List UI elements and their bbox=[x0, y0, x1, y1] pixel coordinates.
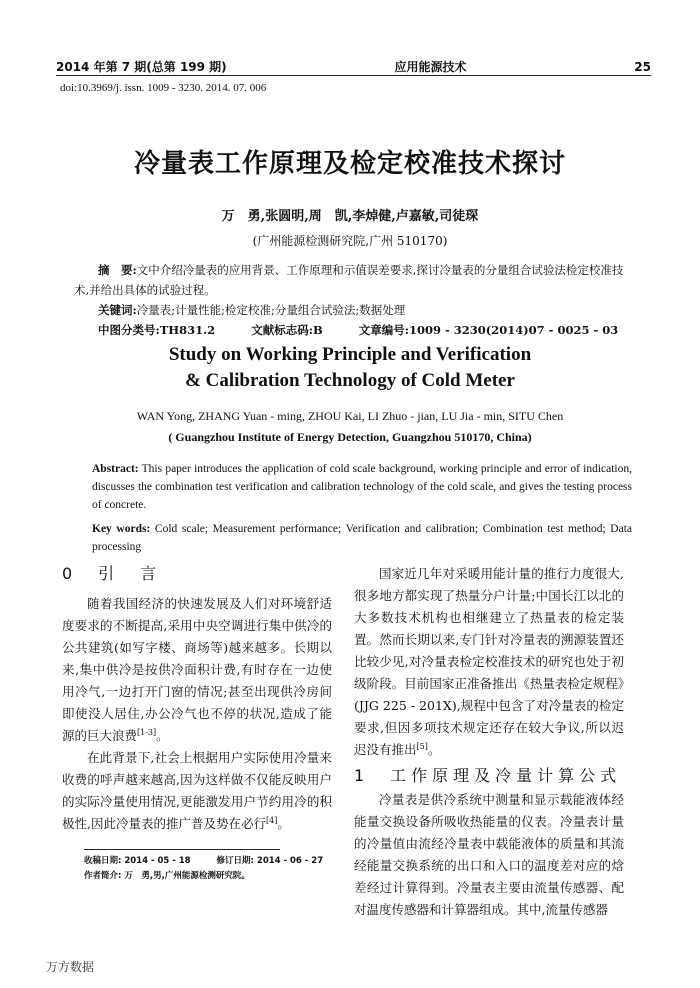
cn-keywords-label: 关键词: bbox=[98, 303, 137, 317]
en-abstract-text: This paper introduces the application of cold scale background, working principle and error of indication, discusses the combination test verification and calibration technology of the cold scale, and gives the testing process of concrete. bbox=[92, 463, 632, 511]
footer-brand: 万方数据 bbox=[46, 960, 95, 974]
section-0-paragraph-3 bbox=[354, 563, 624, 761]
bio-text: 万 勇,男,广州能源检测研究院。 bbox=[124, 871, 250, 881]
paragraph-text: 随着我国经济的快速发展及人们对环境舒适度要求的不断提高,采用中央空调进行集中供冷的公共建筑(如写字楼、商场等)越来越多。长期以来,集中供冷是按供冷面积计费,有时存在一边使用冷气,一边打开门窗的情况;甚至出现供冷房间即使没人居住,办公冷气也不停的状况,造成了能源的巨大浪费 bbox=[62, 596, 332, 743]
doc-code-value: B bbox=[312, 323, 323, 337]
footnote bbox=[84, 854, 334, 884]
en-abstract bbox=[92, 460, 632, 556]
en-keywords bbox=[92, 520, 632, 556]
doc-code-label: 文献标志码: bbox=[251, 323, 313, 337]
section-0-paragraph-1 bbox=[62, 593, 332, 747]
footnote-rule bbox=[84, 849, 280, 850]
section-0-heading: 0 引 言 bbox=[62, 564, 162, 583]
paragraph-end: 。 bbox=[156, 728, 169, 743]
revised-date: 2014 - 06 - 27 bbox=[256, 856, 324, 866]
en-affiliation: ( Guangzhou Institute of Energy Detection, Guangzhou 510170, China) bbox=[168, 430, 532, 444]
issue-info: 2014 年第 7 期(总第 199 期) bbox=[56, 60, 227, 74]
article-no-label: 文章编号: bbox=[358, 323, 409, 337]
citation: [5] bbox=[416, 741, 428, 751]
citation: [4] bbox=[265, 815, 278, 825]
en-abstract-label: Abstract: bbox=[92, 463, 139, 475]
paragraph-end: 。 bbox=[277, 816, 290, 831]
received-date: 2014 - 05 - 18 bbox=[124, 856, 191, 866]
paragraph-text: 国家近几年对采暖用能计量的推行力度很大,很多地方都实现了热量分户计量;中国长江以北的大多数技术机构也相继建立了热量表的检定装置。然而长期以来,专门针对冷量表的溯源装置还比较少见,对冷量表检定校准技术的研究也处于初级阶段。目前国家正准备推出《热量表检定规程》(JJG 225 - 201X),规程中包含了对冷量表的检定要求,但因多项技术规定还存在较大争议,所以迟迟没有推出 bbox=[354, 566, 624, 757]
cn-classification bbox=[74, 320, 634, 340]
left-column bbox=[62, 563, 332, 835]
citation: [1-3] bbox=[137, 727, 157, 737]
cn-affiliation: (广州能源检测研究院,广州 510170) bbox=[252, 234, 448, 248]
clc-value: TH831.2 bbox=[159, 323, 216, 337]
section-1-paragraph-1: 冷量表是供冷系统中测量和显示载能液体经能量交换设备所吸收热能量的仪表。冷量表计量的冷量值由流经冷量表中载能液体的质量和其流经能量交换系统的出口和入口的温度差对应的焓差经过计算得到。冷量表主要由流量传感器、配对温度传感器和计算器组成。其中,流量传感器 bbox=[354, 792, 624, 917]
bio-label: 作者简介: bbox=[84, 871, 122, 881]
en-title-line2: & Calibration Technology of Cold Meter bbox=[185, 370, 515, 391]
page-number: 25 bbox=[634, 60, 651, 74]
cn-abstract-text: 文中介绍冷量表的应用背景、工作原理和示值误差要求,探讨冷量表的分量组合试验法检定校准技术,并给出具体的试验过程。 bbox=[74, 263, 624, 297]
section-1-heading: 1 工作原理及冷量计算公式 bbox=[354, 766, 622, 785]
doi[interactable]: doi:10.3969/j. issn. 1009 - 3230. 2014. 07. 006 bbox=[60, 82, 267, 94]
en-keywords-text: Cold scale; Measurement performance; Verification and calibration; Combination test method; Data processing bbox=[92, 523, 632, 553]
received-label: 收稿日期: bbox=[84, 856, 122, 866]
cn-abstract-label: 摘 要: bbox=[98, 263, 137, 277]
en-title bbox=[0, 342, 700, 394]
right-column bbox=[354, 563, 624, 921]
running-header bbox=[56, 58, 651, 75]
cn-keywords bbox=[74, 300, 634, 320]
clc-label: 中图分类号: bbox=[98, 323, 160, 337]
journal-name: 应用能源技术 bbox=[394, 60, 467, 74]
section-0-paragraph-2 bbox=[62, 747, 332, 835]
paragraph-end: 。 bbox=[427, 742, 441, 757]
cn-title: 冷量表工作原理及检定校准技术探讨 bbox=[133, 149, 566, 179]
cn-keywords-text: 冷量表;计量性能;检定校准;分量组合试验法;数据处理 bbox=[136, 303, 406, 317]
article-no-value: 1009 - 3230(2014)07 - 0025 - 03 bbox=[408, 323, 619, 337]
en-keywords-label: Key words: bbox=[92, 523, 151, 535]
cn-abstract bbox=[74, 260, 634, 340]
revised-label: 修订日期: bbox=[216, 856, 254, 866]
en-title-line1: Study on Working Principle and Verification bbox=[168, 344, 532, 365]
header-rule bbox=[56, 75, 651, 76]
en-authors: WAN Yong, ZHANG Yuan - ming, ZHOU Kai, LI Zhuo - jian, LU Jia - min, SITU Chen bbox=[136, 409, 564, 423]
cn-authors: 万 勇,张圆明,周 凯,李焯健,卢嘉敏,司徒琛 bbox=[221, 209, 479, 224]
paragraph-text: 在此背景下,社会上根据用户实际使用冷量来收费的呼声越来越高,因为这样做不仅能反映用户的实际冷量使用情况,更能激发用户节约用冷的积极性,因此冷量表的推广普及势在必行 bbox=[62, 750, 332, 831]
